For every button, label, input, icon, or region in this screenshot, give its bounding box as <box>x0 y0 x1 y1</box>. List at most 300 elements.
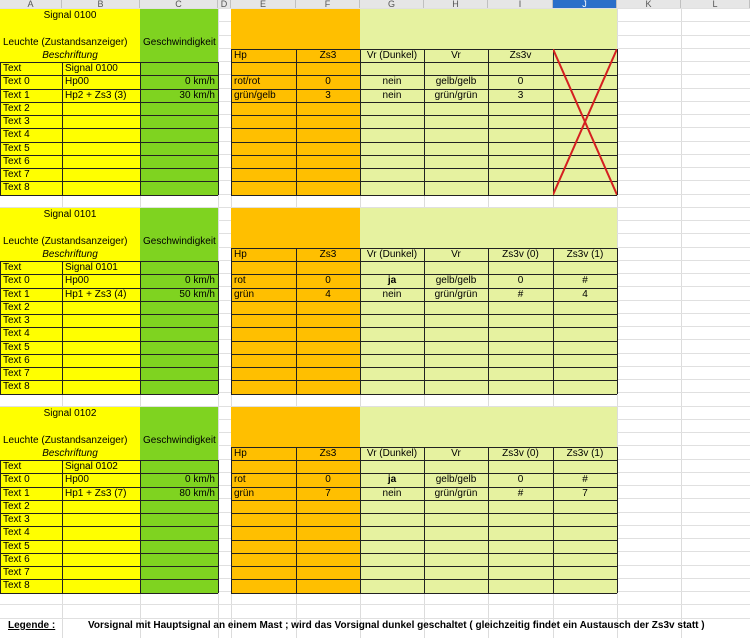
row-zs3v[interactable] <box>488 168 553 181</box>
column-header-b[interactable]: B <box>62 0 140 8</box>
row-speed[interactable] <box>140 301 218 314</box>
row-speed[interactable] <box>140 314 218 327</box>
row-hp[interactable] <box>231 142 296 155</box>
row-hp[interactable] <box>231 314 296 327</box>
row-hp[interactable] <box>231 181 296 194</box>
geschwindigkeit-label[interactable]: Geschwindigkeit <box>143 235 216 247</box>
row-zs3[interactable] <box>296 513 360 526</box>
row-vr-dunkel[interactable] <box>360 513 424 526</box>
row-vr[interactable] <box>424 327 488 340</box>
row-zs3[interactable] <box>296 566 360 579</box>
row-speed[interactable] <box>140 380 218 393</box>
row-vr[interactable] <box>424 155 488 168</box>
row-vr[interactable] <box>424 341 488 354</box>
row-label[interactable]: Text 0 <box>3 474 30 486</box>
row-zs3v-1[interactable]: 7 <box>582 487 588 499</box>
row-zs3v-1[interactable] <box>553 526 617 539</box>
row-zs3v-1[interactable] <box>553 579 617 592</box>
row-beschriftung[interactable] <box>62 380 140 393</box>
row-vr-dunkel[interactable] <box>360 168 424 181</box>
column-label-3[interactable]: Vr <box>451 447 461 459</box>
row-speed[interactable] <box>140 513 218 526</box>
row-vr-dunkel[interactable] <box>360 102 424 115</box>
row-beschriftung[interactable] <box>62 367 140 380</box>
row-vr-dunkel[interactable] <box>360 354 424 367</box>
row-zs3v[interactable] <box>488 553 553 566</box>
row-speed[interactable] <box>140 181 218 194</box>
row-hp[interactable] <box>231 354 296 367</box>
row-label[interactable]: Text 3 <box>3 116 30 127</box>
column-label-4[interactable]: Zs3v (0) <box>502 447 539 459</box>
row-label[interactable]: Text 6 <box>3 553 30 565</box>
row-label[interactable]: Text 7 <box>3 368 30 379</box>
column-label-1[interactable]: Zs3 <box>319 447 337 459</box>
column-label-0[interactable]: Hp <box>234 248 247 260</box>
row-beschriftung[interactable] <box>62 500 140 513</box>
row-zs3[interactable]: 0 <box>325 474 331 486</box>
row-label[interactable]: Text 8 <box>3 580 30 592</box>
row-zs3v-1[interactable]: 4 <box>582 288 588 300</box>
column-label-0[interactable]: Hp <box>234 447 247 459</box>
row-zs3[interactable] <box>296 526 360 539</box>
row-vr-dunkel[interactable]: nein <box>382 487 402 499</box>
row-hp[interactable] <box>231 102 296 115</box>
border <box>617 49 618 195</box>
row-vr[interactable] <box>424 142 488 155</box>
row-zs3v[interactable] <box>488 128 553 141</box>
row-hp[interactable]: grün <box>234 487 255 499</box>
row-zs3v-1[interactable] <box>553 341 617 354</box>
row-speed[interactable] <box>140 142 218 155</box>
row-beschriftung[interactable] <box>62 142 140 155</box>
row-vr[interactable] <box>424 553 488 566</box>
column-header-c[interactable]: C <box>140 0 218 8</box>
row-beschriftung[interactable] <box>62 155 140 168</box>
row-speed[interactable] <box>140 168 218 181</box>
row-label[interactable]: Text 1 <box>3 288 30 300</box>
row-zs3[interactable]: 0 <box>325 275 331 287</box>
row-vr[interactable] <box>424 500 488 513</box>
row-speed[interactable] <box>140 566 218 579</box>
column-label-2[interactable]: Vr (Dunkel) <box>366 49 418 61</box>
row-zs3v[interactable] <box>488 566 553 579</box>
row-zs3v[interactable] <box>488 579 553 592</box>
row-vr[interactable] <box>424 566 488 579</box>
row-zs3v-1[interactable] <box>553 540 617 553</box>
leuchte-label[interactable]: Leuchte (Zustandsanzeiger) <box>3 36 128 48</box>
row-hp[interactable] <box>231 579 296 592</box>
row-label[interactable]: Text 6 <box>3 155 30 167</box>
column-label-1[interactable]: Zs3 <box>319 248 337 260</box>
row-hp[interactable]: grün <box>234 288 255 300</box>
row-speed[interactable]: 0 km/h <box>184 474 215 486</box>
leuchte-label[interactable]: Leuchte (Zustandsanzeiger) <box>3 235 128 247</box>
row-zs3[interactable] <box>296 168 360 181</box>
row-zs3v[interactable] <box>488 513 553 526</box>
row-beschriftung[interactable] <box>62 327 140 340</box>
row-beschriftung[interactable] <box>62 341 140 354</box>
row-label[interactable]: Text 8 <box>3 182 30 194</box>
signal-title[interactable]: Signal 0101 <box>43 209 97 220</box>
row-hp[interactable] <box>231 128 296 141</box>
row-label[interactable]: Text 6 <box>3 354 30 366</box>
row-vr-dunkel[interactable]: nein <box>382 76 402 88</box>
row-zs3v[interactable] <box>488 540 553 553</box>
border <box>0 380 218 381</box>
column-header-d[interactable]: D <box>218 0 231 8</box>
geschwindigkeit-label[interactable]: Geschwindigkeit <box>143 434 216 446</box>
row-speed[interactable] <box>140 102 218 115</box>
row-speed[interactable] <box>140 327 218 340</box>
row-hp[interactable] <box>231 540 296 553</box>
row-zs3[interactable] <box>296 314 360 327</box>
row-label[interactable]: Text 5 <box>3 341 30 353</box>
row-zs3v[interactable]: # <box>517 288 524 300</box>
row-zs3v-1[interactable] <box>553 314 617 327</box>
row-speed[interactable] <box>140 579 218 592</box>
row-label[interactable]: Text 1 <box>3 487 30 499</box>
row-vr-dunkel[interactable] <box>360 115 424 128</box>
column-label-1[interactable]: Zs3 <box>319 49 337 61</box>
border <box>218 62 219 195</box>
row-speed[interactable] <box>140 155 218 168</box>
row-speed[interactable]: 80 km/h <box>179 487 215 499</box>
row-zs3v[interactable] <box>488 327 553 340</box>
text-label[interactable]: Text <box>3 262 22 273</box>
row-beschriftung[interactable] <box>62 553 140 566</box>
row-hp[interactable]: rot <box>234 474 246 486</box>
row-hp[interactable] <box>231 327 296 340</box>
row-vr[interactable]: grün/grün <box>434 89 478 101</box>
row-vr-dunkel[interactable] <box>360 553 424 566</box>
border <box>231 593 617 594</box>
row-zs3v-1[interactable] <box>553 566 617 579</box>
row-vr-dunkel[interactable] <box>360 380 424 393</box>
column-header-i[interactable]: I <box>488 0 553 8</box>
row-vr[interactable] <box>424 513 488 526</box>
border <box>231 447 232 593</box>
row-label[interactable]: Text 0 <box>3 76 30 88</box>
row-zs3v[interactable] <box>488 142 553 155</box>
signal-title[interactable]: Signal 0100 <box>43 10 97 21</box>
row-hp[interactable] <box>231 513 296 526</box>
row-vr-dunkel[interactable] <box>360 327 424 340</box>
gridline-horizontal <box>0 604 750 605</box>
row-vr[interactable] <box>424 102 488 115</box>
row-beschriftung[interactable] <box>62 115 140 128</box>
column-label-5[interactable]: Zs3v (1) <box>566 248 604 260</box>
row-vr-dunkel[interactable] <box>360 181 424 194</box>
row-zs3[interactable] <box>296 142 360 155</box>
border <box>0 168 218 169</box>
row-beschriftung[interactable] <box>62 314 140 327</box>
row-zs3v[interactable] <box>488 354 553 367</box>
row-label[interactable]: Text 5 <box>3 540 30 552</box>
row-zs3[interactable] <box>296 128 360 141</box>
row-speed[interactable] <box>140 115 218 128</box>
border <box>0 142 218 143</box>
row-speed[interactable]: 50 km/h <box>179 288 215 300</box>
row-vr-dunkel[interactable] <box>360 155 424 168</box>
row-beschriftung[interactable] <box>62 513 140 526</box>
row-beschriftung[interactable]: Hp1 + Zs3 (4) <box>65 288 127 300</box>
row-vr[interactable] <box>424 380 488 393</box>
row-zs3v[interactable]: 0 <box>517 275 524 287</box>
border <box>218 460 219 593</box>
row-speed[interactable] <box>140 341 218 354</box>
row-label[interactable]: Text 3 <box>3 514 30 525</box>
row-zs3[interactable] <box>296 102 360 115</box>
column-header-k[interactable]: K <box>617 0 681 8</box>
row-beschriftung[interactable]: Hp00 <box>65 76 89 88</box>
row-zs3v[interactable] <box>488 301 553 314</box>
row-vr[interactable]: gelb/gelb <box>435 76 477 88</box>
row-label[interactable]: Text 7 <box>3 169 30 180</box>
row-hp[interactable] <box>231 155 296 168</box>
row-vr[interactable] <box>424 579 488 592</box>
row-vr-dunkel[interactable] <box>360 314 424 327</box>
row-label[interactable]: Text 7 <box>3 567 30 578</box>
row-zs3[interactable]: 3 <box>325 89 331 101</box>
row-label[interactable]: Text 8 <box>3 381 30 393</box>
row-label[interactable]: Text 2 <box>3 301 30 313</box>
row-beschriftung[interactable] <box>62 579 140 592</box>
row-hp[interactable] <box>231 500 296 513</box>
row-zs3v[interactable] <box>488 341 553 354</box>
row-zs3v-1[interactable] <box>553 367 617 380</box>
column-label-2[interactable]: Vr (Dunkel) <box>366 447 418 459</box>
row-zs3v-1[interactable] <box>553 301 617 314</box>
row-speed[interactable] <box>140 500 218 513</box>
beschriftung-label[interactable]: Beschriftung <box>42 447 98 459</box>
row-zs3v-1[interactable] <box>553 513 617 526</box>
row-label[interactable]: Text 0 <box>3 275 30 287</box>
row-zs3v[interactable]: 0 <box>517 474 524 486</box>
row-vr[interactable]: grün/grün <box>434 288 478 300</box>
row-zs3v-1[interactable] <box>553 354 617 367</box>
beschriftung-label[interactable]: Beschriftung <box>42 49 98 61</box>
column-header-j[interactable]: J <box>553 0 617 8</box>
column-label-3[interactable]: Vr <box>451 49 461 61</box>
column-header-a[interactable]: A <box>0 0 62 8</box>
row-zs3v[interactable] <box>488 500 553 513</box>
row-vr-dunkel[interactable]: ja <box>387 474 397 486</box>
row-zs3v-1[interactable] <box>553 500 617 513</box>
row-beschriftung[interactable] <box>62 168 140 181</box>
row-zs3[interactable] <box>296 500 360 513</box>
row-vr-dunkel[interactable] <box>360 142 424 155</box>
row-vr-dunkel[interactable]: nein <box>382 288 402 300</box>
row-zs3[interactable] <box>296 367 360 380</box>
row-vr-dunkel[interactable] <box>360 128 424 141</box>
row-speed[interactable] <box>140 367 218 380</box>
row-speed[interactable] <box>140 128 218 141</box>
row-hp[interactable] <box>231 301 296 314</box>
row-vr[interactable] <box>424 314 488 327</box>
border <box>140 62 141 195</box>
row-vr[interactable] <box>424 354 488 367</box>
signal-title[interactable]: Signal 0102 <box>43 408 97 419</box>
row-speed[interactable] <box>140 553 218 566</box>
row-zs3v[interactable] <box>488 526 553 539</box>
text-label[interactable]: Text <box>3 461 22 472</box>
row-vr[interactable] <box>424 181 488 194</box>
row-zs3v-1[interactable]: # <box>582 474 588 486</box>
border <box>0 579 218 580</box>
leuchte-label[interactable]: Leuchte (Zustandsanzeiger) <box>3 434 128 446</box>
text-value[interactable]: Signal 0102 <box>65 461 118 472</box>
row-vr[interactable]: gelb/gelb <box>435 275 477 287</box>
row-speed[interactable]: 30 km/h <box>179 89 215 101</box>
row-vr-dunkel[interactable]: nein <box>382 89 402 101</box>
row-label[interactable]: Text 5 <box>3 142 30 154</box>
row-speed[interactable] <box>140 540 218 553</box>
row-zs3v[interactable] <box>488 181 553 194</box>
column-label-3[interactable]: Vr <box>451 248 461 260</box>
row-beschriftung[interactable] <box>62 181 140 194</box>
row-zs3v[interactable]: 3 <box>517 89 524 101</box>
column-header-l[interactable]: L <box>681 0 750 8</box>
row-vr[interactable] <box>424 115 488 128</box>
row-zs3[interactable]: 7 <box>325 487 331 499</box>
row-hp[interactable]: rot/rot <box>234 76 261 88</box>
row-zs3v[interactable] <box>488 367 553 380</box>
row-beschriftung[interactable] <box>62 540 140 553</box>
row-vr[interactable] <box>424 168 488 181</box>
row-vr[interactable] <box>424 540 488 553</box>
text-label[interactable]: Text <box>3 63 22 74</box>
row-beschriftung[interactable]: Hp00 <box>65 275 89 287</box>
column-label-5[interactable]: Zs3v (1) <box>566 447 604 459</box>
row-hp[interactable] <box>231 553 296 566</box>
row-vr-dunkel[interactable] <box>360 500 424 513</box>
row-vr-dunkel[interactable] <box>360 579 424 592</box>
row-beschriftung[interactable] <box>62 566 140 579</box>
row-label[interactable]: Text 1 <box>3 89 30 101</box>
row-vr[interactable] <box>424 367 488 380</box>
row-zs3v[interactable] <box>488 314 553 327</box>
row-zs3[interactable]: 0 <box>325 76 331 88</box>
row-zs3v[interactable] <box>488 380 553 393</box>
row-speed[interactable]: 0 km/h <box>184 76 215 88</box>
row-zs3[interactable] <box>296 354 360 367</box>
row-label[interactable]: Text 3 <box>3 315 30 326</box>
row-vr-dunkel[interactable] <box>360 341 424 354</box>
border <box>0 473 218 474</box>
row-zs3v[interactable]: # <box>517 487 524 499</box>
row-vr-dunkel[interactable] <box>360 526 424 539</box>
row-speed[interactable] <box>140 354 218 367</box>
row-label[interactable]: Text 4 <box>3 129 30 141</box>
row-beschriftung[interactable] <box>62 526 140 539</box>
row-label[interactable]: Text 2 <box>3 500 30 512</box>
column-label-4[interactable]: Zs3v (0) <box>502 248 539 260</box>
row-hp[interactable] <box>231 526 296 539</box>
row-speed[interactable]: 0 km/h <box>184 275 215 287</box>
row-zs3[interactable] <box>296 579 360 592</box>
row-beschriftung[interactable]: Hp1 + Zs3 (7) <box>65 487 127 499</box>
column-header-g[interactable]: G <box>360 0 424 8</box>
row-zs3v-1[interactable] <box>553 553 617 566</box>
row-zs3v-1[interactable] <box>553 380 617 393</box>
border <box>0 540 218 541</box>
row-beschriftung[interactable] <box>62 354 140 367</box>
row-zs3[interactable] <box>296 181 360 194</box>
column-label-4[interactable]: Zs3v <box>509 49 532 61</box>
row-zs3[interactable] <box>296 553 360 566</box>
text-value[interactable]: Signal 0100 <box>65 63 118 74</box>
beschriftung-label[interactable]: Beschriftung <box>42 248 98 260</box>
row-beschriftung[interactable] <box>62 102 140 115</box>
row-vr[interactable] <box>424 301 488 314</box>
row-label[interactable]: Text 4 <box>3 527 30 539</box>
border <box>0 274 218 275</box>
row-label[interactable]: Text 2 <box>3 102 30 114</box>
column-label-2[interactable]: Vr (Dunkel) <box>366 248 418 260</box>
row-zs3[interactable] <box>296 380 360 393</box>
row-zs3[interactable] <box>296 115 360 128</box>
row-beschriftung[interactable]: Hp00 <box>65 474 89 486</box>
row-vr-dunkel[interactable] <box>360 367 424 380</box>
border <box>0 261 1 394</box>
geschwindigkeit-label[interactable]: Geschwindigkeit <box>143 36 216 48</box>
row-hp[interactable] <box>231 341 296 354</box>
row-vr-dunkel[interactable] <box>360 301 424 314</box>
row-zs3v[interactable] <box>488 102 553 115</box>
row-vr-dunkel[interactable] <box>360 566 424 579</box>
text-value[interactable]: Signal 0101 <box>65 262 118 273</box>
row-beschriftung[interactable] <box>62 128 140 141</box>
row-zs3v[interactable]: 0 <box>517 76 524 88</box>
border <box>488 248 489 394</box>
row-hp[interactable]: grün/gelb <box>234 89 276 101</box>
border <box>0 181 218 182</box>
row-speed[interactable] <box>140 526 218 539</box>
border <box>0 314 218 315</box>
row-zs3[interactable]: 4 <box>325 288 331 300</box>
row-zs3[interactable] <box>296 155 360 168</box>
row-hp[interactable] <box>231 380 296 393</box>
border <box>0 301 218 302</box>
row-zs3v-1[interactable]: # <box>582 275 588 287</box>
row-beschriftung[interactable]: Hp2 + Zs3 (3) <box>65 89 127 101</box>
row-hp[interactable] <box>231 115 296 128</box>
row-beschriftung[interactable] <box>62 301 140 314</box>
row-zs3[interactable] <box>296 327 360 340</box>
row-zs3v[interactable] <box>488 115 553 128</box>
row-label[interactable]: Text 4 <box>3 328 30 340</box>
column-label-0[interactable]: Hp <box>234 49 247 61</box>
column-header-h[interactable]: H <box>424 0 488 8</box>
row-hp[interactable] <box>231 168 296 181</box>
column-header-e[interactable]: E <box>231 0 296 8</box>
row-zs3v-1[interactable] <box>553 327 617 340</box>
row-vr[interactable] <box>424 526 488 539</box>
row-zs3[interactable] <box>296 341 360 354</box>
row-vr[interactable]: grün/grün <box>434 487 478 499</box>
column-header-f[interactable]: F <box>296 0 360 8</box>
row-hp[interactable] <box>231 367 296 380</box>
row-vr-dunkel[interactable] <box>360 540 424 553</box>
row-vr-dunkel[interactable]: ja <box>387 275 397 287</box>
row-zs3[interactable] <box>296 540 360 553</box>
row-zs3[interactable] <box>296 301 360 314</box>
row-hp[interactable] <box>231 566 296 579</box>
row-zs3v[interactable] <box>488 155 553 168</box>
row-vr[interactable]: gelb/gelb <box>435 474 477 486</box>
row-hp[interactable]: rot <box>234 275 246 287</box>
row-vr[interactable] <box>424 128 488 141</box>
